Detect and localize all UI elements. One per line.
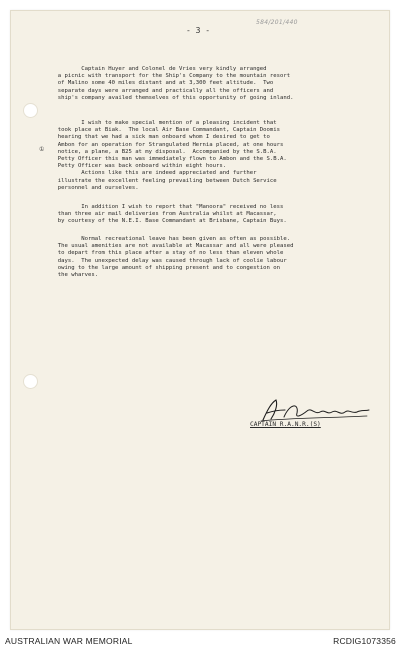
footer-record-id: RCDIG1073356 (333, 636, 396, 646)
paragraph-recreational-leave: Normal recreational leave has been given as often as possible. The usual amenities are not available at Macassar and all were pleased to depart from this place after a stay of no less than eleven whole days. The unexpected delay was caused through lack of coolie labour owing to the large amount of shipping present and to congestion on the wharves. (57, 236, 294, 279)
handwritten-signature (257, 397, 375, 423)
reference-annotation: 584/201/440 (256, 19, 298, 26)
footer-institution: AUSTRALIAN WAR MEMORIAL (5, 636, 133, 646)
margin-mark: ① (39, 146, 45, 153)
paragraph-picnic: Captain Huyer and Colonel de Vries very kindly arranged a picnic with transport for the Ship's Company to the mountain resort of Malino some 40 miles distant and at 3,300 feet altitude. Two separate days were arranged and practically all the officers and ship's company availed themselves of this opportunity of going inland. (57, 66, 294, 101)
signature-title: CAPTAIN R.A.N.R.(S) (250, 421, 321, 428)
punch-hole (23, 374, 38, 389)
paragraph-air-mail: In addition I wish to report that "Manoora" received no less than three air mail deliveries from Australia whilst at Macassar, by courtesy of the N.E.I. Base Commandant at Brisbane, Captain Buys. (57, 204, 287, 225)
page-number: - 3 - (186, 26, 211, 35)
paragraph-biak-incident: I wish to make special mention of a pleasing incident that took place at Biak. The local Air Base Commandant, Captain Doomis hearing that we had a sick man onboard whom I desired to get to Ambon for an operation for Strangulated Hernia placed, at one hours notice, a plane, a B25 at my disposal. Accompanied by the S.B.A. Petty Officer this man was immediately flown to Ambon and the S.B.A. Petty Officer was back onboard within eight hours. Actions like this are indeed appreciated and further illustrate the excellent feeling prevailing between Dutch Service personnel and ourselves. (57, 120, 287, 191)
punch-hole (23, 103, 38, 118)
document-page (10, 10, 390, 630)
